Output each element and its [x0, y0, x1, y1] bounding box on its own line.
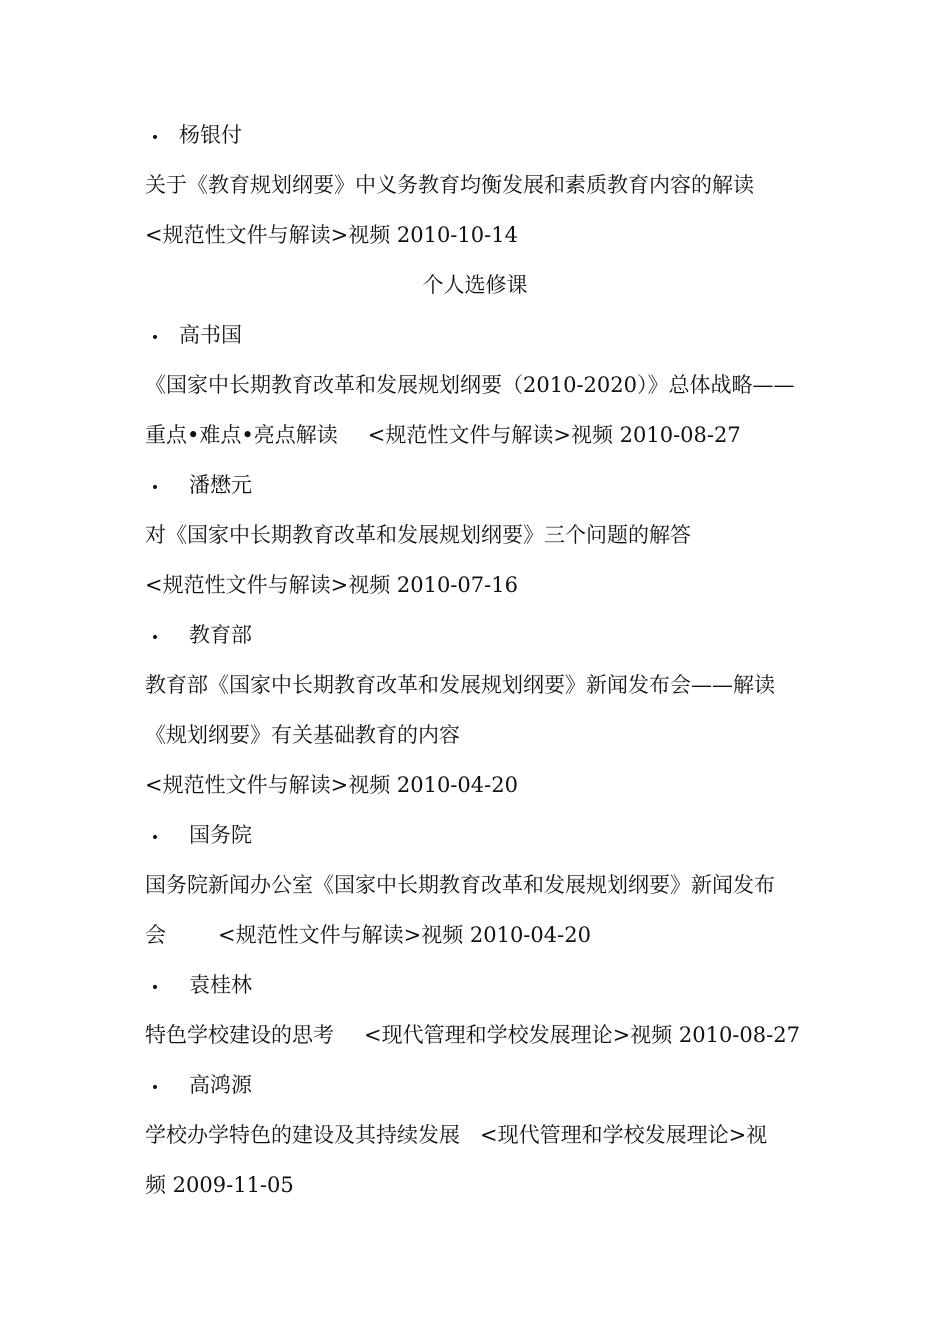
entry-bullet-yuan	[145, 970, 252, 1000]
entry-meta: <规范性文件与解读>视频 2010-04-20	[218, 923, 591, 947]
author-name: 潘懋元	[189, 473, 252, 497]
entry-title-tail: 会	[145, 923, 166, 947]
bullet-icon: •	[150, 130, 160, 146]
entry-meta: <规范性文件与解读>视频 2010-08-27	[367, 423, 741, 447]
entry-bullet-yang	[145, 120, 242, 150]
author-name: 教育部	[189, 623, 252, 647]
entry-bullet-gao-shuguo	[145, 320, 242, 350]
entry-title: 特色学校建设的思考	[145, 1023, 334, 1047]
entry-bullet-state-council	[145, 820, 252, 850]
entry-meta: <规范性文件与解读>视频 2010-04-20	[145, 773, 518, 797]
author-name: 国务院	[189, 823, 252, 847]
entry-title-tail: 重点•难点•亮点解读	[145, 423, 338, 447]
author-name: 高鸿源	[189, 1073, 252, 1097]
author-name: 袁桂林	[189, 973, 252, 997]
entry-title-continued	[145, 920, 825, 950]
bullet-icon: •	[150, 830, 160, 846]
entry-title: 关于《教育规划纲要》中义务教育均衡发展和素质教育内容的解读	[145, 173, 754, 197]
entry-meta: <现代管理和学校发展理论>视频 2010-08-27	[364, 1023, 800, 1047]
author-name: 高书国	[179, 323, 242, 347]
author-name: 杨银付	[179, 123, 242, 147]
entry-title-continued: 《规划纲要》有关基础教育的内容	[145, 723, 460, 747]
entry-title: 《国家中长期教育改革和发展规划纲要（2010-2020）》总体战略——	[145, 373, 795, 397]
entry-meta: <现代管理和学校发展理论>视	[480, 1123, 768, 1147]
entry-title: 教育部《国家中长期教育改革和发展规划纲要》新闻发布会——解读	[145, 673, 775, 697]
entry-title-continued	[145, 420, 825, 450]
entry-meta-continued: 频 2009-11-05	[145, 1173, 294, 1197]
entry-title: 对《国家中长期教育改革和发展规划纲要》三个问题的解答	[145, 523, 691, 547]
entry-bullet-moe	[145, 620, 252, 650]
bullet-icon: •	[150, 1080, 160, 1096]
entry-title-with-meta	[145, 1020, 825, 1050]
bullet-icon: •	[150, 630, 160, 646]
entry-title: 国务院新闻办公室《国家中长期教育改革和发展规划纲要》新闻发布	[145, 873, 775, 897]
bullet-icon: •	[150, 980, 160, 996]
entry-title: 学校办学特色的建设及其持续发展	[145, 1123, 460, 1147]
entry-title-with-meta	[145, 1120, 825, 1150]
entry-meta: <规范性文件与解读>视频 2010-07-16	[145, 573, 518, 597]
entry-bullet-gao-hongyuan	[145, 1070, 252, 1100]
entry-meta: <规范性文件与解读>视频 2010-10-14	[145, 223, 518, 247]
entry-bullet-pan	[145, 470, 252, 500]
bullet-icon: •	[150, 480, 160, 496]
section-title: 个人选修课	[422, 273, 528, 297]
bullet-icon: •	[150, 330, 160, 346]
